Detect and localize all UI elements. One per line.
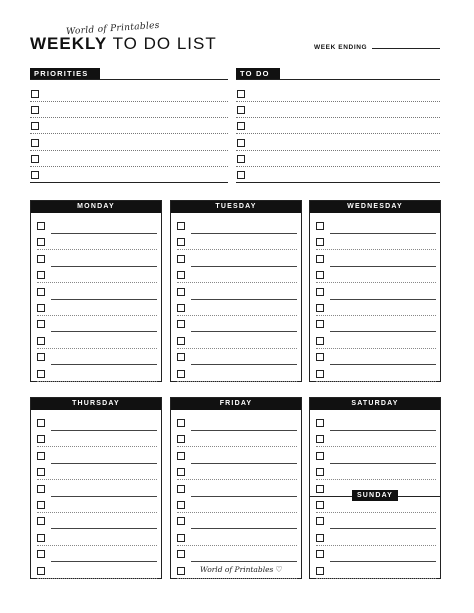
day-box-monday xyxy=(30,200,162,382)
day-task-row xyxy=(171,366,301,382)
footer-brand-logo xyxy=(200,565,283,574)
day-task-row xyxy=(171,333,301,349)
week-ending-label: WEEK ENDING xyxy=(314,44,368,51)
todo-section xyxy=(236,68,440,80)
day-task-row xyxy=(171,448,301,464)
day-box-tuesday xyxy=(170,200,302,382)
checkbox[interactable] xyxy=(37,501,45,509)
todo-row xyxy=(236,151,440,167)
checkbox[interactable] xyxy=(177,304,185,312)
day-task-row xyxy=(171,481,301,497)
checkbox[interactable] xyxy=(177,534,185,542)
checkbox[interactable] xyxy=(316,271,324,279)
day-task-row xyxy=(171,234,301,250)
checkbox[interactable] xyxy=(37,534,45,542)
checkbox[interactable] xyxy=(177,501,185,509)
checkbox[interactable] xyxy=(316,452,324,460)
page-title xyxy=(30,34,217,54)
day-task-row xyxy=(31,234,161,250)
checkbox[interactable] xyxy=(37,288,45,296)
day-box-wednesday xyxy=(309,200,441,382)
checkbox[interactable] xyxy=(37,370,45,378)
write-line[interactable] xyxy=(177,578,297,579)
checkbox[interactable] xyxy=(177,320,185,328)
checkbox[interactable] xyxy=(37,468,45,476)
title-light: TO DO LIST xyxy=(112,34,217,53)
day-task-row xyxy=(310,333,440,349)
priorities-rule xyxy=(30,79,228,80)
priority-row xyxy=(30,102,228,118)
day-task-row xyxy=(310,464,440,480)
day-task-row xyxy=(171,415,301,431)
checkbox[interactable] xyxy=(177,435,185,443)
checkbox[interactable] xyxy=(37,353,45,361)
day-task-row xyxy=(31,464,161,480)
day-header-friday: FRIDAY xyxy=(171,398,301,410)
checkbox[interactable] xyxy=(31,155,39,163)
checkbox[interactable] xyxy=(316,304,324,312)
checkbox[interactable] xyxy=(177,288,185,296)
day-task-row xyxy=(31,513,161,529)
checkbox[interactable] xyxy=(237,171,245,179)
checkbox[interactable] xyxy=(177,238,185,246)
checkbox[interactable] xyxy=(37,337,45,345)
checkbox[interactable] xyxy=(177,255,185,263)
checkbox[interactable] xyxy=(237,155,245,163)
day-header-saturday: SATURDAY xyxy=(310,398,440,410)
checkbox[interactable] xyxy=(37,567,45,575)
brand-script-logo: World of Printables xyxy=(65,20,161,38)
checkbox[interactable] xyxy=(316,534,324,542)
day-task-row xyxy=(171,251,301,267)
day-box-saturday xyxy=(309,397,441,579)
day-task-row xyxy=(310,448,440,464)
day-header-wednesday: WEDNESDAY xyxy=(310,201,440,213)
day-task-row xyxy=(31,218,161,234)
day-task-row xyxy=(31,333,161,349)
day-task-row xyxy=(171,316,301,332)
day-task-row xyxy=(171,497,301,513)
todo-header: TO DO xyxy=(236,68,280,79)
priority-row xyxy=(30,151,228,167)
checkbox[interactable] xyxy=(237,139,245,147)
checkbox[interactable] xyxy=(316,320,324,328)
day-task-row xyxy=(310,218,440,234)
checkbox[interactable] xyxy=(177,468,185,476)
write-line[interactable] xyxy=(316,578,436,579)
heart-icon: ♡ xyxy=(275,565,283,574)
checkbox[interactable] xyxy=(237,90,245,98)
day-task-row xyxy=(171,349,301,365)
checkbox[interactable] xyxy=(177,550,185,558)
day-box-friday xyxy=(170,397,302,579)
checkbox[interactable] xyxy=(37,419,45,427)
day-task-row xyxy=(171,530,301,546)
day-task-row xyxy=(171,218,301,234)
checkbox[interactable] xyxy=(177,419,185,427)
checkbox[interactable] xyxy=(37,271,45,279)
day-task-row xyxy=(310,251,440,267)
checkbox[interactable] xyxy=(37,435,45,443)
write-line[interactable] xyxy=(316,381,436,382)
checkbox[interactable] xyxy=(31,90,39,98)
day-task-row xyxy=(171,464,301,480)
priorities-section xyxy=(30,68,228,80)
day-header-thursday: THURSDAY xyxy=(31,398,161,410)
day-task-row xyxy=(31,563,161,579)
day-task-row xyxy=(310,563,440,579)
checkbox[interactable] xyxy=(316,288,324,296)
priority-row xyxy=(30,135,228,151)
priorities-header: PRIORITIES xyxy=(30,68,100,79)
checkbox[interactable] xyxy=(37,222,45,230)
todo-row xyxy=(236,167,440,183)
day-task-row xyxy=(31,349,161,365)
sunday-header: SUNDAY xyxy=(352,490,398,501)
day-task-row xyxy=(310,431,440,447)
day-header-tuesday: TUESDAY xyxy=(171,201,301,213)
todo-row xyxy=(236,86,440,102)
checkbox[interactable] xyxy=(237,122,245,130)
day-task-row xyxy=(31,546,161,562)
checkbox[interactable] xyxy=(316,222,324,230)
day-task-row xyxy=(310,316,440,332)
week-ending-field[interactable] xyxy=(372,48,440,49)
checkbox[interactable] xyxy=(37,452,45,460)
write-line[interactable] xyxy=(236,182,440,183)
checkbox[interactable] xyxy=(316,517,324,525)
day-header-monday: MONDAY xyxy=(31,201,161,213)
day-task-row xyxy=(310,349,440,365)
checkbox[interactable] xyxy=(31,139,39,147)
checkbox[interactable] xyxy=(177,567,185,575)
checkbox[interactable] xyxy=(316,255,324,263)
checkbox[interactable] xyxy=(316,238,324,246)
day-task-row xyxy=(310,546,440,562)
day-task-row xyxy=(171,267,301,283)
checkbox[interactable] xyxy=(177,271,185,279)
checkbox[interactable] xyxy=(316,550,324,558)
write-line[interactable] xyxy=(37,381,157,382)
priority-row xyxy=(30,118,228,134)
day-task-row xyxy=(310,366,440,382)
checkbox[interactable] xyxy=(37,320,45,328)
priority-row xyxy=(30,86,228,102)
day-task-row xyxy=(31,284,161,300)
checkbox[interactable] xyxy=(177,370,185,378)
day-task-row xyxy=(31,481,161,497)
day-task-row xyxy=(31,316,161,332)
footer-brand-text: World of Printables xyxy=(200,565,274,574)
day-task-row xyxy=(310,530,440,546)
checkbox[interactable] xyxy=(177,452,185,460)
checkbox[interactable] xyxy=(31,106,39,114)
day-task-row xyxy=(31,251,161,267)
title-bold: WEEKLY xyxy=(30,34,108,53)
checkbox[interactable] xyxy=(177,222,185,230)
checkbox[interactable] xyxy=(316,353,324,361)
todo-rule xyxy=(236,79,440,80)
priority-row xyxy=(30,167,228,183)
checkbox[interactable] xyxy=(37,550,45,558)
checkbox[interactable] xyxy=(177,517,185,525)
write-line[interactable] xyxy=(177,381,297,382)
day-task-row xyxy=(171,546,301,562)
day-task-row xyxy=(310,415,440,431)
day-task-row xyxy=(31,530,161,546)
day-task-row xyxy=(171,284,301,300)
day-box-thursday xyxy=(30,397,162,579)
day-task-row xyxy=(310,267,440,283)
day-task-row xyxy=(31,267,161,283)
day-task-row xyxy=(310,284,440,300)
checkbox[interactable] xyxy=(316,435,324,443)
checkbox[interactable] xyxy=(237,106,245,114)
checkbox[interactable] xyxy=(31,171,39,179)
checkbox[interactable] xyxy=(316,485,324,493)
day-task-row xyxy=(31,497,161,513)
day-task-row xyxy=(31,431,161,447)
checkbox[interactable] xyxy=(37,517,45,525)
day-task-row xyxy=(171,431,301,447)
checkbox[interactable] xyxy=(316,501,324,509)
checkbox[interactable] xyxy=(316,419,324,427)
day-task-row xyxy=(310,300,440,316)
checkbox[interactable] xyxy=(316,337,324,345)
checkbox[interactable] xyxy=(37,238,45,246)
checkbox[interactable] xyxy=(37,255,45,263)
checkbox[interactable] xyxy=(177,353,185,361)
checkbox[interactable] xyxy=(37,485,45,493)
write-line[interactable] xyxy=(37,578,157,579)
day-task-row xyxy=(310,513,440,529)
checkbox[interactable] xyxy=(31,122,39,130)
checkbox[interactable] xyxy=(177,337,185,345)
checkbox[interactable] xyxy=(177,485,185,493)
day-task-row xyxy=(171,513,301,529)
day-task-row xyxy=(31,300,161,316)
todo-row xyxy=(236,118,440,134)
write-line[interactable] xyxy=(30,182,228,183)
day-task-row xyxy=(310,234,440,250)
checkbox[interactable] xyxy=(316,468,324,476)
day-task-row xyxy=(31,415,161,431)
day-task-row xyxy=(31,448,161,464)
todo-row xyxy=(236,135,440,151)
checkbox[interactable] xyxy=(37,304,45,312)
checkbox[interactable] xyxy=(316,370,324,378)
todo-row xyxy=(236,102,440,118)
checkbox[interactable] xyxy=(316,567,324,575)
day-task-row xyxy=(31,366,161,382)
day-task-row xyxy=(171,300,301,316)
